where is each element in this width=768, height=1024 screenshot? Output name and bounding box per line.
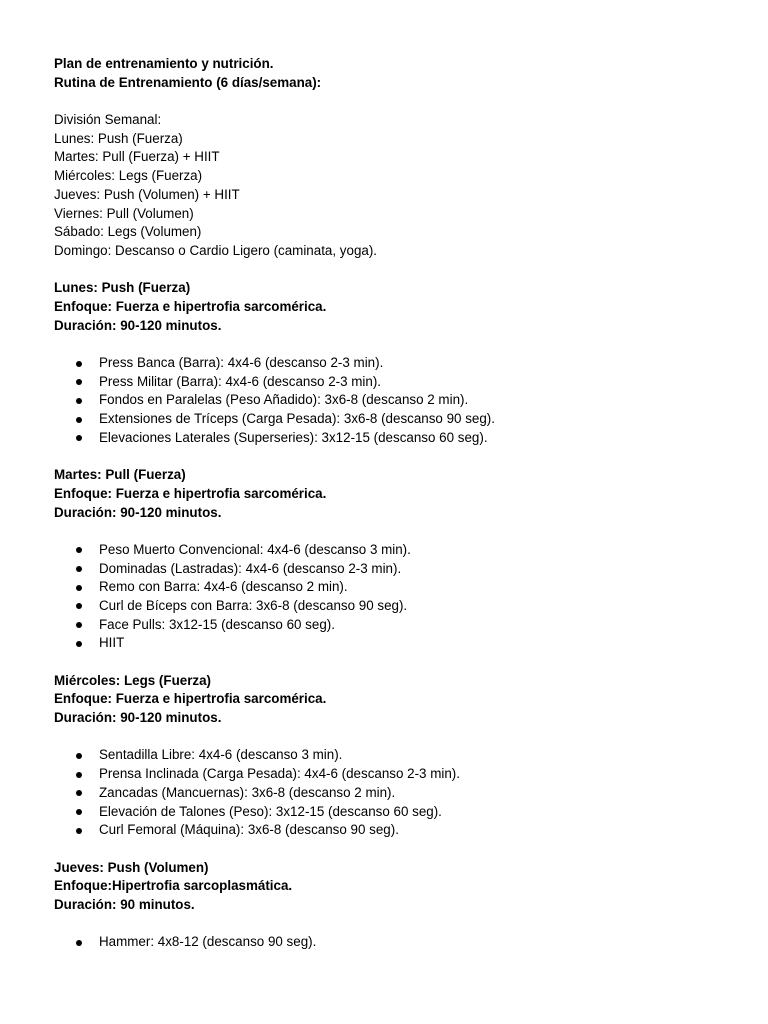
document-subtitle: Rutina de Entrenamiento (6 días/semana): (54, 74, 322, 90)
list-item-text: Zancadas (Mancuernas): 3x6-8 (descanso 2 min). (99, 784, 396, 800)
bullet-icon (76, 790, 82, 796)
document-content (54, 55, 734, 952)
list-item (54, 560, 734, 579)
spacer (54, 92, 734, 111)
bullet-icon (76, 940, 82, 946)
weekly-day: Domingo: Descanso o Cardio Ligero (caminata, yoga). (54, 242, 378, 258)
section-title: Martes: Pull (Fuerza) (54, 467, 186, 483)
bullet-icon (76, 641, 82, 647)
exercise-list (54, 354, 734, 447)
exercise-list (54, 933, 734, 952)
list-item (54, 578, 734, 597)
bullet-icon (76, 547, 82, 553)
spacer (54, 728, 734, 747)
bullet-icon (76, 622, 82, 628)
spacer (54, 335, 734, 354)
spacer (54, 653, 734, 672)
list-item (54, 597, 734, 616)
spacer (54, 915, 734, 934)
section-title: Lunes: Push (Fuerza) (54, 280, 191, 296)
list-item (54, 746, 734, 765)
list-item (54, 354, 734, 373)
spacer (54, 522, 734, 541)
list-item-text: Extensiones de Tríceps (Carga Pesada): 3x6-8 (descanso 90 seg). (99, 411, 495, 427)
list-item (54, 616, 734, 635)
list-item-text: Face Pulls: 3x12-15 (descanso 60 seg). (99, 616, 335, 632)
bullet-icon (76, 361, 82, 367)
list-item-text: Elevación de Talones (Peso): 3x12-15 (descanso 60 seg). (99, 803, 442, 819)
list-item (54, 410, 734, 429)
exercise-list (54, 541, 734, 653)
bullet-icon (76, 435, 82, 441)
list-item (54, 634, 734, 653)
list-item-text: Dominadas (Lastradas): 4x4-6 (descanso 2-3 min). (99, 560, 402, 576)
section-focus: Enfoque:Hipertrofia sarcoplasmática. (54, 878, 293, 894)
list-item (54, 784, 734, 803)
weekly-day: Martes: Pull (Fuerza) + HIIT (54, 149, 220, 165)
weekly-day: Jueves: Push (Volumen) + HIIT (54, 186, 240, 202)
exercise-list (54, 746, 734, 839)
list-item-text: Sentadilla Libre: 4x4-6 (descanso 3 min). (99, 747, 343, 763)
section-duration: Duración: 90-120 minutos. (54, 504, 222, 520)
list-item (54, 933, 734, 952)
list-item (54, 541, 734, 560)
list-item-text: HIIT (99, 635, 125, 651)
section-duration: Duración: 90 minutos. (54, 896, 195, 912)
weekly-day: Miércoles: Legs (Fuerza) (54, 168, 203, 184)
list-item (54, 765, 734, 784)
section-title: Miércoles: Legs (Fuerza) (54, 672, 212, 688)
bullet-icon (76, 753, 82, 759)
spacer (54, 840, 734, 859)
weekly-day: Lunes: Push (Fuerza) (54, 130, 183, 146)
weekly-division-heading: División Semanal: (54, 112, 162, 128)
bullet-icon (76, 603, 82, 609)
list-item-text: Hammer: 4x8-12 (descanso 90 seg). (99, 934, 317, 950)
list-item-text: Press Militar (Barra): 4x4-6 (descanso 2-3 min). (99, 373, 382, 389)
section-focus: Enfoque: Fuerza e hipertrofia sarcomérica. (54, 485, 327, 501)
bullet-icon (76, 398, 82, 404)
spacer (54, 261, 734, 280)
section-focus: Enfoque: Fuerza e hipertrofia sarcomérica. (54, 691, 327, 707)
list-item-text: Curl Femoral (Máquina): 3x6-8 (descanso 90 seg). (99, 822, 399, 838)
list-item (54, 373, 734, 392)
list-item-text: Remo con Barra: 4x4-6 (descanso 2 min). (99, 579, 348, 595)
bullet-icon (76, 772, 82, 778)
weekly-day: Viernes: Pull (Volumen) (54, 205, 194, 221)
list-item (54, 391, 734, 410)
bullet-icon (76, 585, 82, 591)
bullet-icon (76, 417, 82, 423)
bullet-icon (76, 809, 82, 815)
bullet-icon (76, 566, 82, 572)
document-title: Plan de entrenamiento y nutrición. (54, 56, 274, 71)
list-item (54, 803, 734, 822)
section-title: Jueves: Push (Volumen) (54, 859, 209, 875)
bullet-icon (76, 379, 82, 385)
section-duration: Duración: 90-120 minutos. (54, 317, 222, 333)
weekly-day: Sábado: Legs (Volumen) (54, 224, 202, 240)
list-item-text: Prensa Inclinada (Carga Pesada): 4x4-6 (descanso 2-3 min). (99, 766, 460, 782)
section-duration: Duración: 90-120 minutos. (54, 710, 222, 726)
bullet-icon (76, 828, 82, 834)
list-item (54, 821, 734, 840)
list-item-text: Fondos en Paralelas (Peso Añadido): 3x6-8 (descanso 2 min). (99, 392, 469, 408)
spacer (54, 447, 734, 466)
list-item-text: Elevaciones Laterales (Superseries): 3x12-15 (descanso 60 seg). (99, 429, 488, 445)
list-item-text: Press Banca (Barra): 4x4-6 (descanso 2-3 min). (99, 355, 384, 370)
list-item-text: Curl de Bíceps con Barra: 3x6-8 (descanso 90 seg). (99, 597, 408, 613)
list-item (54, 429, 734, 448)
list-item-text: Peso Muerto Convencional: 4x4-6 (descanso 3 min). (99, 541, 411, 557)
section-focus: Enfoque: Fuerza e hipertrofia sarcomérica. (54, 298, 327, 314)
